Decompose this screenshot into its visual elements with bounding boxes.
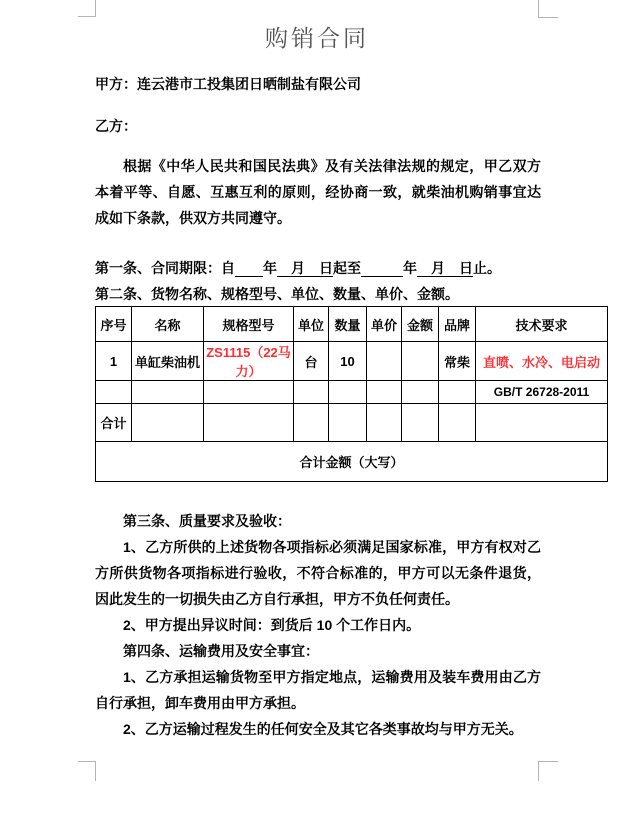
header-cell-unit: 单位 [294, 307, 329, 342]
preamble-paragraph: 根据《中华人民共和国民法典》及有关法律法规的规定，甲乙双方本着平等、自愿、互惠互利的原则，经协商一致，就柴油机购销事宜达成如下条款，供双方共同遵守。 [95, 158, 541, 226]
item-cell-price [367, 342, 402, 381]
clause-4-item-2: 2、乙方运输过程发生的任何安全及其它各类事故均与甲方无关。 [123, 721, 523, 737]
grand-total-cell: 合计金额（大写） [96, 442, 608, 482]
item-cell-index: 1 [96, 342, 132, 381]
party-a-line: 甲方：连云港市工投集团日晒制盐有限公司 [95, 76, 361, 92]
header-cell-qty: 数量 [329, 307, 367, 342]
table-standard-row [96, 381, 608, 404]
total-cell-empty [204, 404, 294, 442]
table-grand-total-row [96, 442, 608, 482]
standard-cell-empty [204, 381, 294, 404]
total-cell-empty [402, 404, 439, 442]
standard-cell-empty [439, 381, 476, 404]
standard-cell-empty [294, 381, 329, 404]
item-cell-qty: 10 [329, 342, 367, 381]
clause-2-line: 第二条、货物名称、规格型号、单位、数量、单价、金额。 [95, 286, 459, 302]
total-cell-empty [367, 404, 402, 442]
item-cell-name: 单缸柴油机 [132, 342, 204, 381]
clause-3-item-1: 1、乙方所供的上述货物各项指标必须满足国家标准，甲方有权对乙方所供货物各项指标进行验收，不符合标准的，甲方可以无条件退货，因此发生的一切损失由乙方自行承担，甲方不负任何责任。 [95, 539, 541, 607]
standard-cell-empty [367, 381, 402, 404]
clause-1-tail: 止。 [473, 260, 501, 276]
header-cell-index: 序号 [96, 307, 132, 342]
clause-1-year-start: 年 [263, 260, 277, 276]
clause-1-blank-month-day-start: 月 日 [277, 260, 333, 276]
total-cell-empty [294, 404, 329, 442]
standard-cell-empty [329, 381, 367, 404]
item-cell-brand: 常柴 [439, 342, 476, 381]
clause-1-term-line [95, 255, 501, 281]
standard-cell-empty [132, 381, 204, 404]
clause-3-heading: 第三条、质量要求及验收： [123, 513, 291, 529]
margin-crop-mark-bottom-right [538, 761, 558, 781]
standard-cell-tech: GB/T 26728-2011 [476, 381, 608, 404]
clause-1-mid: 起至 [333, 260, 361, 276]
clause-1-year-end: 年 [403, 260, 417, 276]
total-cell-empty [329, 404, 367, 442]
clause-4-heading: 第四条、运输费用及安全事宜： [123, 643, 319, 659]
header-cell-tech: 技术要求 [476, 307, 608, 342]
item-cell-tech: 直喷、水冷、电启动 [476, 342, 608, 381]
standard-cell-empty [96, 381, 132, 404]
clause-1-blank-month-day-end: 月 日 [417, 260, 473, 276]
margin-crop-mark-top-left [78, 0, 96, 17]
header-cell-brand: 品牌 [439, 307, 476, 342]
item-cell-amount [402, 342, 439, 381]
header-cell-model: 规格型号 [204, 307, 294, 342]
header-cell-price: 单价 [367, 307, 402, 342]
table-item-row [96, 342, 608, 381]
header-cell-name: 名称 [132, 307, 204, 342]
document-title: 购销合同 [265, 26, 369, 51]
table-total-row [96, 404, 608, 442]
item-cell-unit: 台 [294, 342, 329, 381]
clause-4-item-1: 1、乙方承担运输货物至甲方指定地点，运输费用及装车费用由乙方自行承担，卸车费用由甲方承担。 [95, 669, 541, 711]
clause-1-blank-year-end [361, 260, 403, 277]
clause-3-item-2: 2、甲方提出异议时间：到货后 10 个工作日内。 [123, 617, 421, 633]
header-cell-amount: 金额 [402, 307, 439, 342]
clauses-3-4-section [95, 508, 541, 742]
total-cell-empty [132, 404, 204, 442]
item-cell-model: ZS1115（22马力） [204, 342, 294, 381]
margin-crop-mark-top-right [538, 0, 558, 18]
total-cell-empty [439, 404, 476, 442]
clause-1-blank-year-start [235, 260, 263, 277]
goods-table [95, 306, 608, 482]
standard-cell-empty [402, 381, 439, 404]
clause-1-lead: 第一条、合同期限：自 [95, 260, 235, 276]
total-cell-empty [476, 404, 608, 442]
margin-crop-mark-bottom-left [78, 761, 96, 781]
total-cell-label: 合计 [96, 404, 132, 442]
party-b-line: 乙方： [95, 118, 137, 134]
table-header-row [96, 307, 608, 342]
